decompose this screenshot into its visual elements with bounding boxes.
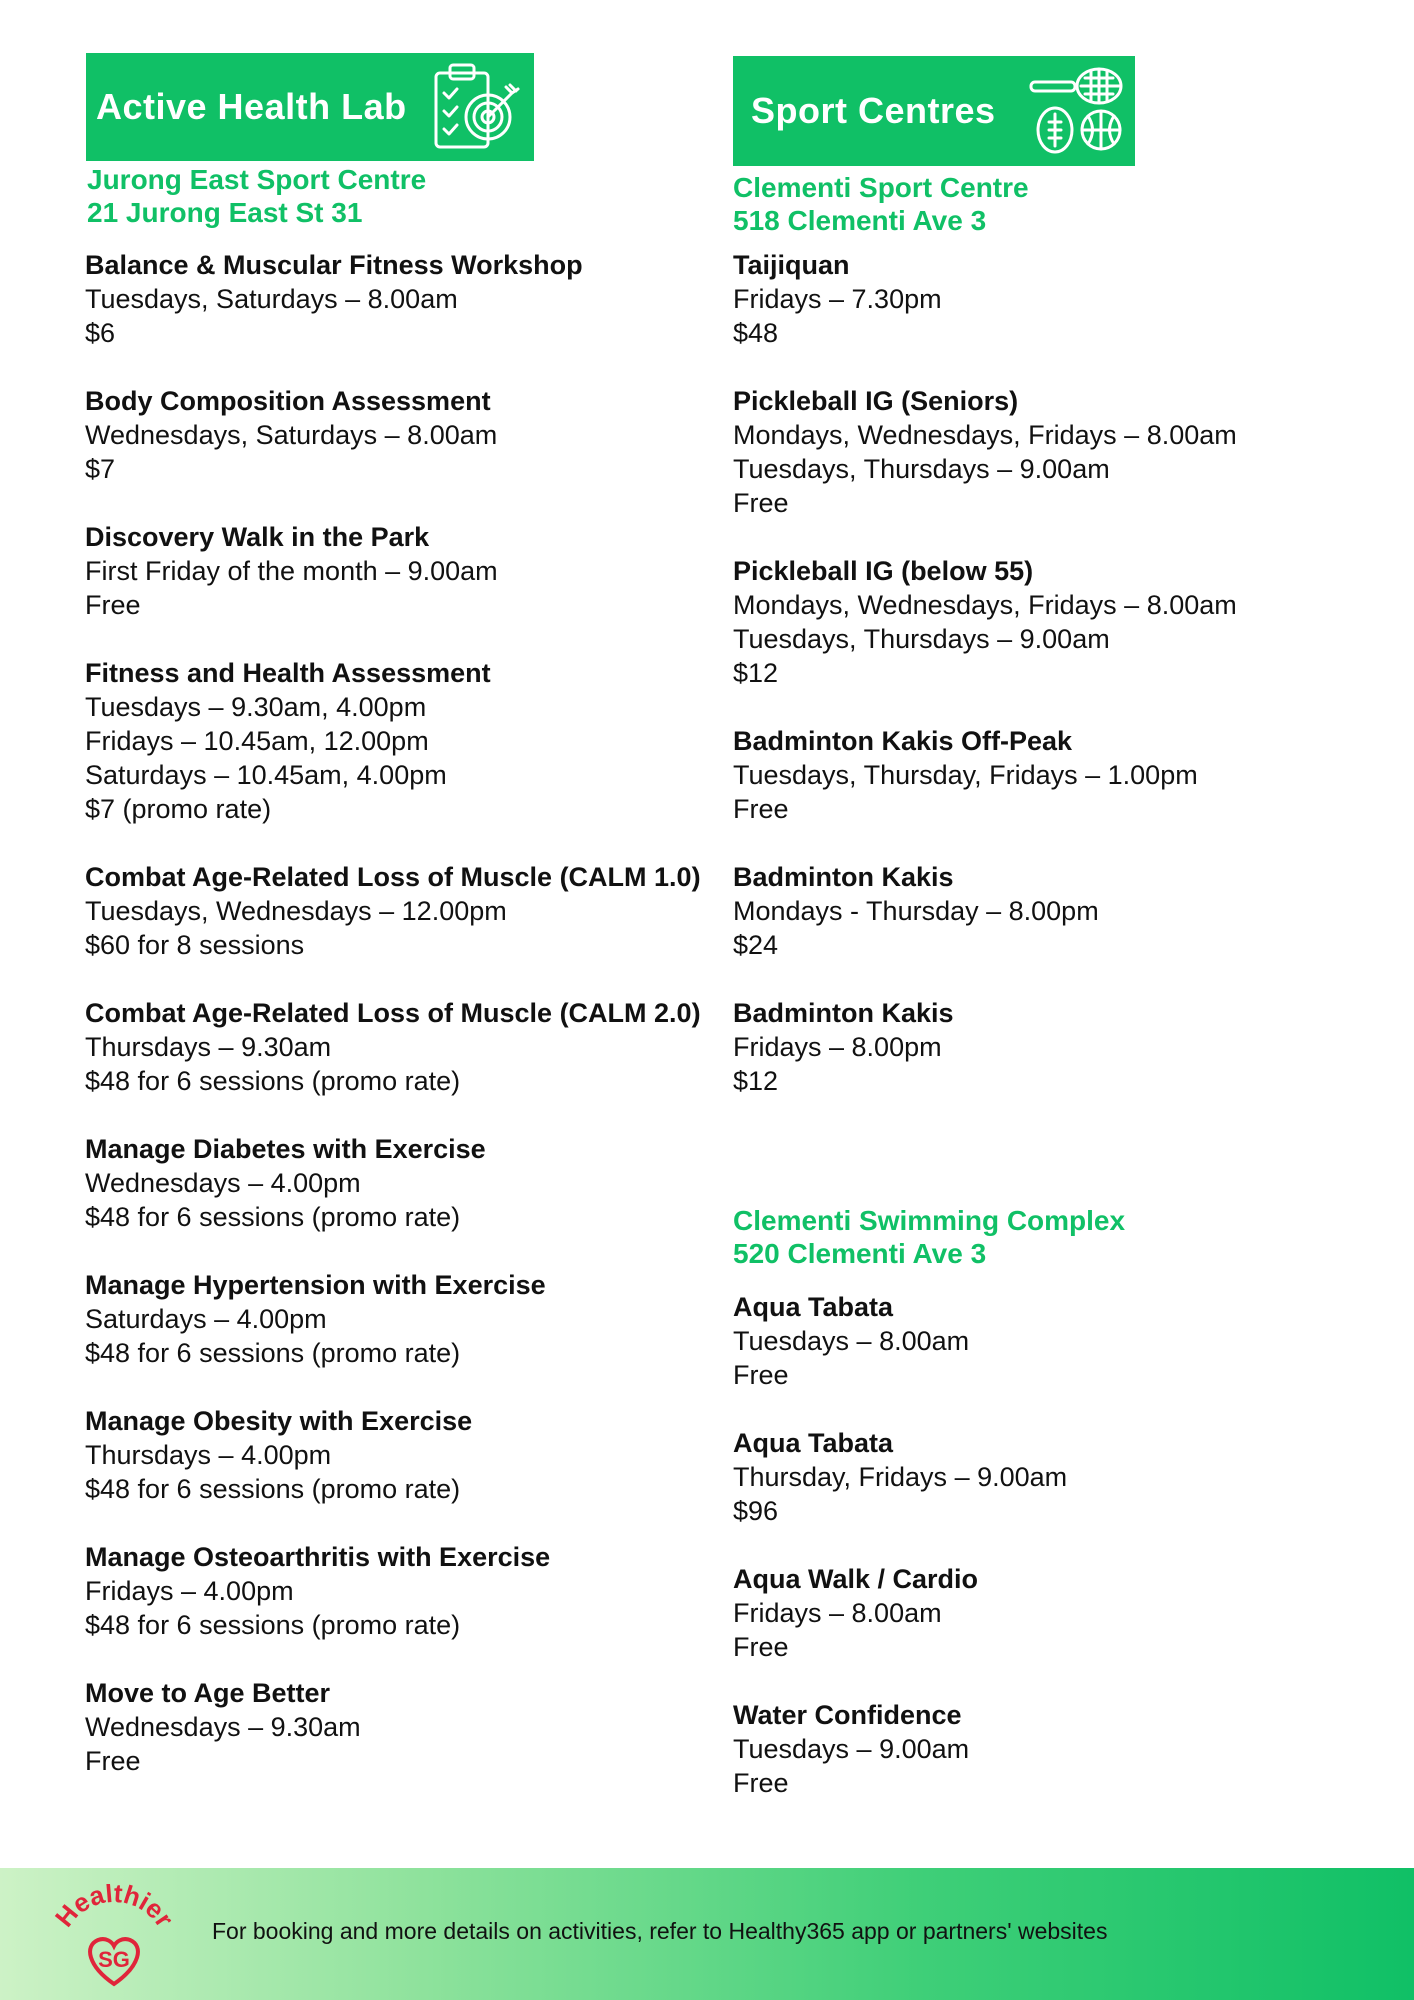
activity-price: $48 [733,318,779,348]
activity-price: Free [733,1632,789,1662]
venue-jurong-east [87,163,426,229]
activity-price: $96 [733,1496,779,1526]
activity-price: $48 for 6 sessions (promo rate) [85,1610,461,1640]
activity-schedule: Thursday, Fridays – 9.00am [733,1462,1068,1492]
activity-item [733,724,1373,826]
activity-item [85,520,705,622]
activity-item [85,1132,705,1234]
venue-address: 520 Clementi Ave 3 [733,1238,987,1269]
activity-price: Free [85,1746,141,1776]
activity-item [733,1562,1373,1664]
header-title: Sport Centres [751,90,996,131]
activity-schedule: Thursdays – 4.00pm [85,1440,332,1470]
activity-item [85,1404,705,1506]
activity-schedule: Wednesdays, Saturdays – 8.00am [85,420,498,450]
activity-list-active-health-lab [85,248,705,1812]
activity-price: Free [733,1360,789,1390]
activity-name: Taijiquan [733,250,850,280]
activity-name: Manage Hypertension with Exercise [85,1270,546,1300]
activity-name: Pickleball IG (below 55) [733,556,1034,586]
footer-note: For booking and more details on activities, refer to Healthy365 app or partners' websites [212,1918,1108,1944]
activity-name: Fitness and Health Assessment [85,658,491,688]
active-health-lab-header [86,53,534,161]
activity-schedule: Mondays, Wednesdays, Fridays – 8.00am [733,420,1237,450]
venue-address: 518 Clementi Ave 3 [733,205,987,236]
sport-centres-header [733,56,1135,166]
svg-text:Healthier: Healthier [48,1884,178,1933]
activity-price: Free [85,590,141,620]
activity-schedule: Fridays – 7.30pm [733,284,942,314]
activity-name: Pickleball IG (Seniors) [733,386,1019,416]
activity-name: Badminton Kakis [733,862,954,892]
activity-list-clementi-sport-centre [733,248,1373,1132]
activity-item [733,554,1373,690]
activity-item [85,1268,705,1370]
activity-schedule: Saturdays – 10.45am, 4.00pm [85,760,447,790]
header-title: Active Health Lab [96,86,407,127]
activity-name: Discovery Walk in the Park [85,522,430,552]
venue-clementi-sport-centre [733,171,1029,237]
activity-item [733,1698,1373,1800]
activity-item [85,860,705,962]
activity-price: $7 [85,454,116,484]
activity-list-clementi-swimming-complex [733,1290,1373,1834]
activity-item [733,1290,1373,1392]
activity-price: $12 [733,1066,779,1096]
venue-name: Clementi Sport Centre [733,172,1029,203]
activity-schedule: Tuesdays, Wednesdays – 12.00pm [85,896,507,926]
activity-item [85,1676,705,1778]
activity-item [85,384,705,486]
venue-name: Jurong East Sport Centre [87,164,427,195]
activity-item [733,860,1373,962]
activity-price: $48 for 6 sessions (promo rate) [85,1338,461,1368]
activity-name: Manage Obesity with Exercise [85,1406,473,1436]
activity-schedule: Tuesdays – 9.30am, 4.00pm [85,692,427,722]
activity-schedule: Wednesdays – 9.30am [85,1712,361,1742]
svg-text:SG: SG [98,1947,130,1972]
activity-name: Badminton Kakis Off-Peak [733,726,1073,756]
activity-schedule: Fridays – 10.45am, 12.00pm [85,726,429,756]
venue-name: Clementi Swimming Complex [733,1205,1126,1236]
activity-name: Balance & Muscular Fitness Workshop [85,250,583,280]
activity-name: Manage Diabetes with Exercise [85,1134,486,1164]
activity-schedule: Tuesdays, Thursday, Fridays – 1.00pm [733,760,1198,790]
activity-item [85,248,705,350]
activity-schedule: Thursdays – 9.30am [85,1032,332,1062]
activity-schedule: Tuesdays, Thursdays – 9.00am [733,454,1110,484]
activity-schedule: First Friday of the month – 9.00am [85,556,498,586]
activity-item [85,996,705,1098]
activity-schedule: Tuesdays, Saturdays – 8.00am [85,284,458,314]
activity-name: Aqua Tabata [733,1292,894,1322]
activity-name: Aqua Tabata [733,1428,894,1458]
activity-price: Free [733,794,789,824]
activity-price: $48 for 6 sessions (promo rate) [85,1066,461,1096]
healthier-sg-logo [48,1884,178,1999]
activity-price: Free [733,1768,789,1798]
sports-equipment-icon [1027,64,1127,163]
activity-name: Water Confidence [733,1700,962,1730]
activity-name: Combat Age-Related Loss of Muscle (CALM 2.0) [85,998,701,1028]
activity-name: Body Composition Assessment [85,386,491,416]
activity-name: Aqua Walk / Cardio [733,1564,979,1594]
activity-item [85,1540,705,1642]
activity-item [733,996,1373,1098]
clipboard-target-icon [430,61,522,158]
activity-price: $60 for 8 sessions [85,930,305,960]
activity-price: $48 for 6 sessions (promo rate) [85,1202,461,1232]
activity-price: Free [733,488,789,518]
activity-schedule: Saturdays – 4.00pm [85,1304,327,1334]
activity-name: Badminton Kakis [733,998,954,1028]
activity-schedule: Mondays, Wednesdays, Fridays – 8.00am [733,590,1237,620]
activity-schedule: Fridays – 8.00am [733,1598,942,1628]
activity-item [733,1426,1373,1528]
activity-item [733,384,1373,520]
activity-name: Manage Osteoarthritis with Exercise [85,1542,551,1572]
activity-schedule: Tuesdays – 8.00am [733,1326,970,1356]
activity-item [733,248,1373,350]
venue-address: 21 Jurong East St 31 [87,197,363,228]
activity-price: $48 for 6 sessions (promo rate) [85,1474,461,1504]
footer-banner [0,1868,1414,2000]
venue-clementi-swimming-complex [733,1204,1125,1270]
activity-schedule: Tuesdays, Thursdays – 9.00am [733,624,1110,654]
activity-price: $6 [85,318,116,348]
activity-price: $24 [733,930,779,960]
activity-price: $7 (promo rate) [85,794,272,824]
activity-item [85,656,705,826]
activity-schedule: Fridays – 8.00pm [733,1032,942,1062]
activity-schedule: Wednesdays – 4.00pm [85,1168,361,1198]
activity-schedule: Mondays - Thursday – 8.00pm [733,896,1099,926]
activity-price: $12 [733,658,779,688]
activity-schedule: Tuesdays – 9.00am [733,1734,970,1764]
activity-schedule: Fridays – 4.00pm [85,1576,294,1606]
activity-name: Combat Age-Related Loss of Muscle (CALM 1.0) [85,862,701,892]
activity-name: Move to Age Better [85,1678,331,1708]
